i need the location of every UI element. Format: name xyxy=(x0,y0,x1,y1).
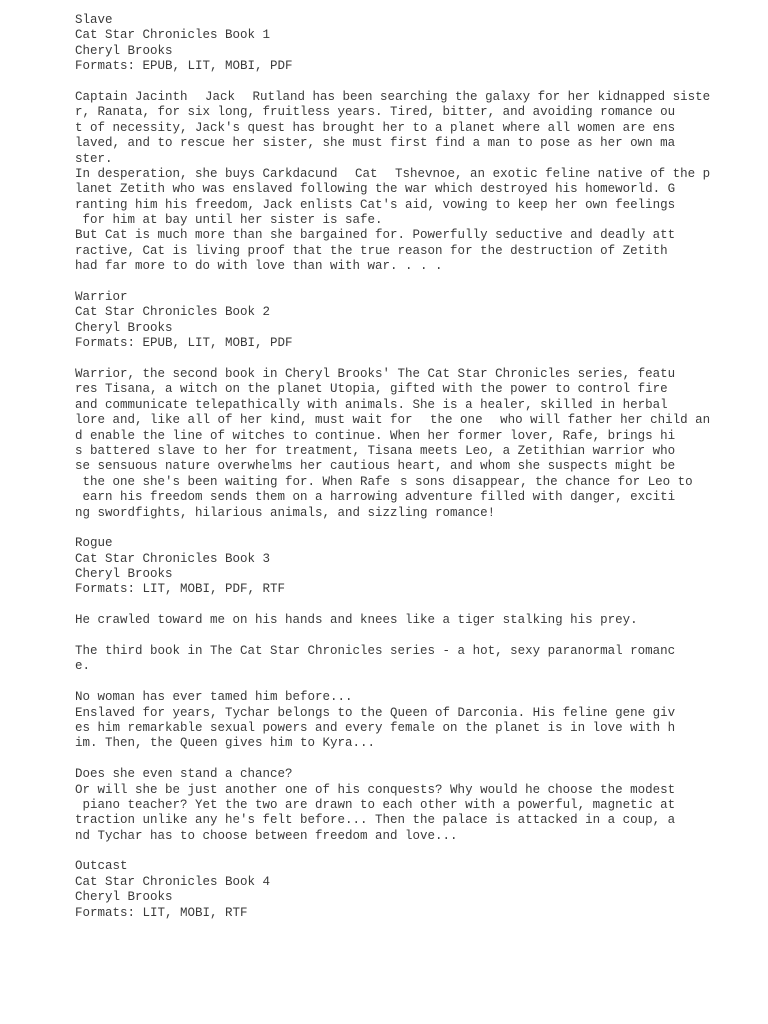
book-author: Cheryl Brooks xyxy=(75,567,173,582)
description-line: Does she even stand a chance? xyxy=(75,767,293,782)
description-line: lanet Zetith who was enslaved following the war which destroyed his homeworld. G xyxy=(75,182,676,197)
book-series: Cat Star Chronicles Book 2 xyxy=(75,305,271,320)
description-line: se sensuous nature overwhelms her cautious heart, and whom she suspects might be xyxy=(75,459,676,474)
description-line: im. Then, the Queen gives him to Kyra... xyxy=(75,736,376,751)
description-line: Enslaved for years, Tychar belongs to the Queen of Darconia. His feline gene giv xyxy=(75,705,676,720)
book-series: Cat Star Chronicles Book 4 xyxy=(75,874,271,889)
book-series: Cat Star Chronicles Book 1 xyxy=(75,28,271,43)
book-formats: Formats: LIT, MOBI, RTF xyxy=(75,905,248,920)
book-title: Rogue xyxy=(75,536,113,551)
description-line: Captain Jacinth Jack Rutland has been searching the galaxy for her kidnapped siste xyxy=(75,89,711,104)
description-line: the one she's been waiting for. When Rafes sons disappear, the chance for Leo to xyxy=(75,474,693,489)
description-line: ranting him his freedom, Jack enlists Cat's aid, vowing to keep her own feelings xyxy=(75,197,676,212)
blank-line xyxy=(75,598,735,613)
blank-line xyxy=(75,521,735,536)
description-line: e. xyxy=(75,659,91,674)
description-line: traction unlike any he's felt before... Then the palace is attacked in a coup, a xyxy=(75,813,676,828)
description-line: Warrior, the second book in Cheryl Brooks' The Cat Star Chronicles series, featu xyxy=(75,366,676,381)
description-line: res Tisana, a witch on the planet Utopia, gifted with the power to control fire xyxy=(75,382,668,397)
description-line: ractive, Cat is living proof that the true reason for the destruction of Zetith xyxy=(75,243,668,258)
description-line: d enable the line of witches to continue. When her former lover, Rafe, brings hi xyxy=(75,428,676,443)
description-line: r, Ranata, for six long, fruitless years. Tired, bitter, and avoiding romance ou xyxy=(75,105,676,120)
blank-line xyxy=(75,844,735,859)
description-line: Or will she be just another one of his conquests? Why would he choose the modest xyxy=(75,782,676,797)
description-line: The third book in The Cat Star Chronicles series - a hot, sexy paranormal romanc xyxy=(75,644,676,659)
blank-line xyxy=(75,352,735,367)
blank-line xyxy=(75,629,735,644)
book-author: Cheryl Brooks xyxy=(75,320,173,335)
description-line: and communicate telepathically with animals. She is a healer, skilled in herbal xyxy=(75,397,668,412)
description-line: ng swordfights, hilarious animals, and sizzling romance! xyxy=(75,505,496,520)
book-formats: Formats: LIT, MOBI, PDF, RTF xyxy=(75,582,286,597)
document-page xyxy=(75,13,735,921)
book-author: Cheryl Brooks xyxy=(75,43,173,58)
description-line: earn his freedom sends them on a harrowing adventure filled with danger, exciti xyxy=(75,490,676,505)
book-author: Cheryl Brooks xyxy=(75,890,173,905)
blank-line xyxy=(75,275,735,290)
book-series: Cat Star Chronicles Book 3 xyxy=(75,551,271,566)
description-line: es him remarkable sexual powers and every female on the planet is in love with h xyxy=(75,720,676,735)
description-line: had far more to do with love than with war. . . . xyxy=(75,259,443,274)
description-line: But Cat is much more than she bargained for. Powerfully seductive and deadly att xyxy=(75,228,676,243)
description-line: He crawled toward me on his hands and knees like a tiger stalking his prey. xyxy=(75,613,638,628)
blank-line xyxy=(75,752,735,767)
description-line: ster. xyxy=(75,151,113,166)
book-formats: Formats: EPUB, LIT, MOBI, PDF xyxy=(75,336,293,351)
book-title: Outcast xyxy=(75,859,128,874)
description-line: lore and, like all of her kind, must wait for the one who will father her child an xyxy=(75,413,711,428)
book-formats: Formats: EPUB, LIT, MOBI, PDF xyxy=(75,59,293,74)
description-line: nd Tychar has to choose between freedom and love... xyxy=(75,828,458,843)
description-line: t of necessity, Jack's quest has brought her to a planet where all women are ens xyxy=(75,120,676,135)
description-line: In desperation, she buys Carkdacund Cat Tshevnoe, an exotic feline native of the p xyxy=(75,166,711,181)
description-line: laved, and to rescue her sister, she must first find a man to pose as her own ma xyxy=(75,136,676,151)
description-line: s battered slave to her for treatment, Tisana meets Leo, a Zetithian warrior who xyxy=(75,443,676,458)
description-line: for him at bay until her sister is safe. xyxy=(75,213,383,228)
book-title: Warrior xyxy=(75,290,128,305)
description-line: No woman has ever tamed him before... xyxy=(75,690,353,705)
description-line: piano teacher? Yet the two are drawn to each other with a powerful, magnetic at xyxy=(75,797,676,812)
book-title: Slave xyxy=(75,13,113,27)
blank-line xyxy=(75,675,735,690)
blank-line xyxy=(75,75,735,90)
